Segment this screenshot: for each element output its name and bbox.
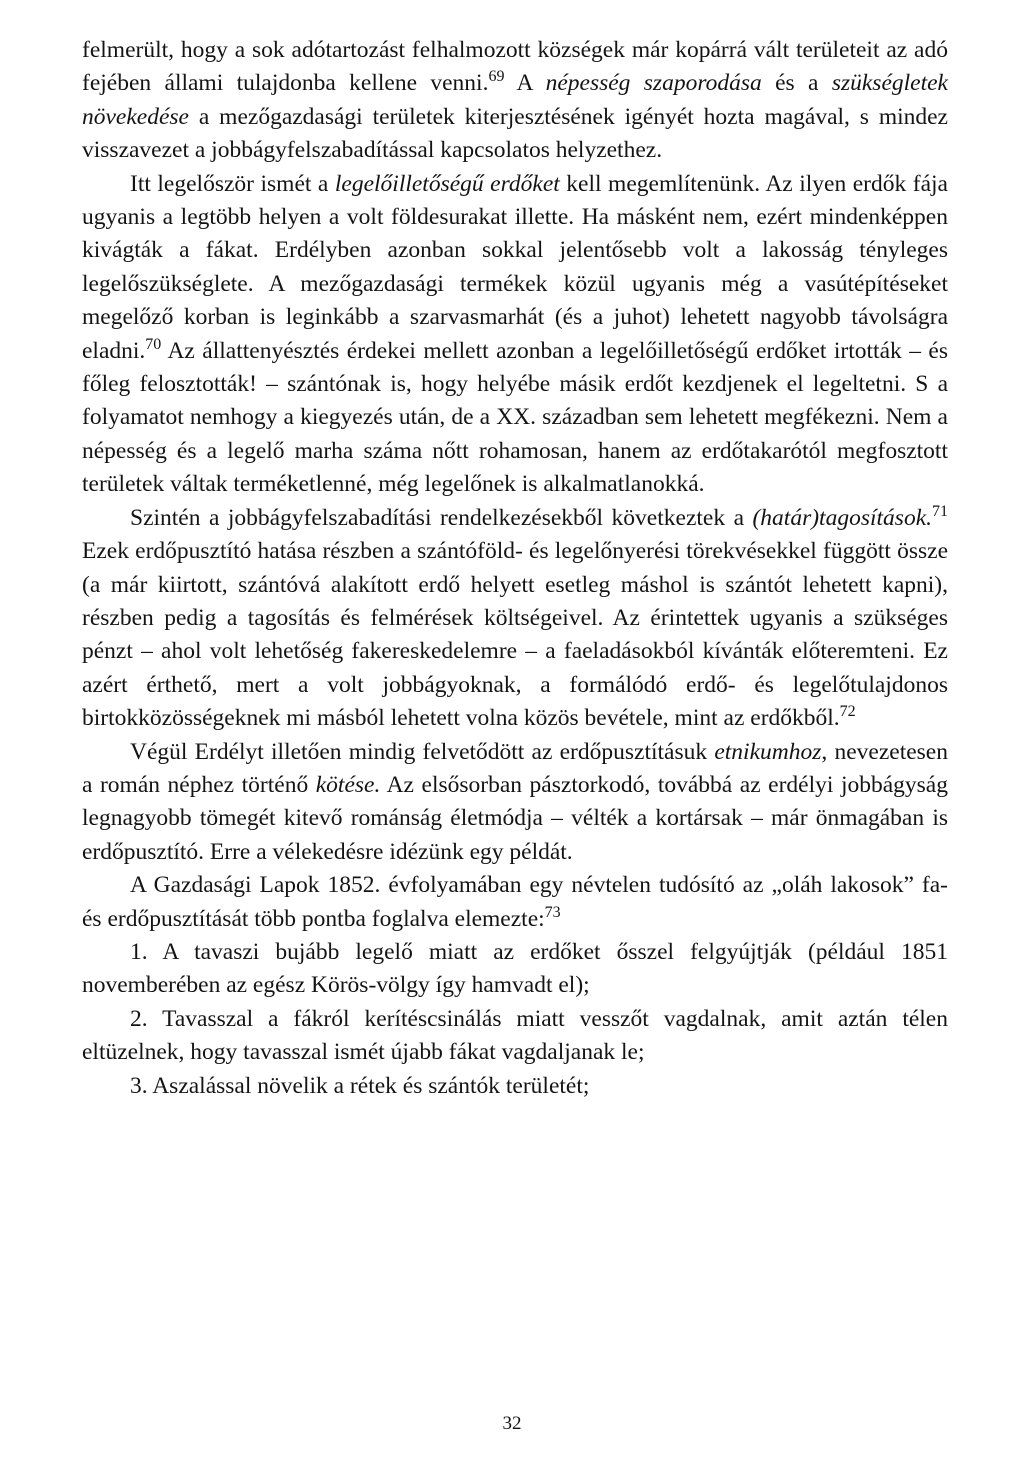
text-run: 1. A tavaszi bujább legelő miatt az erdőket ősszel felgyújtják (például 1851 novemberében az egész Körös-völgy így hamvadt el);	[82, 938, 948, 999]
emphasis-text: népesség szaporodása	[545, 70, 762, 97]
footnote-ref: 72	[839, 703, 856, 721]
emphasis-text: legelőilletőségű erdőket	[334, 170, 560, 197]
paragraph	[82, 502, 948, 736]
text-run: Szintén a jobbágyfelszabadítási rendelkezésekből következtek a	[130, 504, 753, 531]
text-run: és a	[761, 70, 832, 97]
text-run: Ezek erdőpusztító hatása részben a szántóföld- és legelőnyerési törekvésekkel függött össze (a már kiirtott, szántóvá alakított erdő helyett esetleg máshol is szántót lehetett kapni), részben pedig a tagosítás és felmérések költségeivel. Az érintettek ugyanis a szükséges pénzt – ahol volt lehetőség fakereskedelemre – a faeladásokból kívánták előteremteni. Ez azért érthető, mert a volt jobbágyoknak, a formálódó erdő- és legelőtulajdonos birtokközösségeknek mi másból lehetett volna közös bevétele, mint az erdőkből.	[82, 538, 948, 732]
list-item	[82, 936, 948, 1003]
list-item	[82, 1070, 948, 1103]
text-run: a mezőgazdasági területek kiterjesztésének igényét hozta magával, s mindez visszavezet a jobbágyfelszabadítással kapcsolatos helyzethez.	[82, 103, 948, 164]
page-body	[82, 34, 948, 1103]
text-run: kell megemlítenünk. Az ilyen erdők fája ugyanis a legtöbb helyen a volt földesurakat illette. Ha másként nem, ezért mindenképpen kivágták a fákat. Erdélyben azonban sokkal jelentősebb volt a lakosság tényleges legelőszükséglete. A mezőgazdasági termékek közül ugyanis még a vasútépítéseket megelőző korban is leginkább a szarvasmarhát (és a juhot) lehetett nagyobb távolságra eladni.	[82, 170, 948, 364]
emphasis-text: etnikumhoz	[714, 738, 822, 765]
paragraph	[82, 736, 948, 870]
emphasis-text: kötése.	[315, 771, 381, 798]
text-run: Végül Erdélyt illetően mindig felvetődött az erdőpusztításuk	[130, 738, 715, 765]
paragraph	[82, 869, 948, 936]
text-run: Az elsősorban pásztorkodó, továbbá az erdélyi jobbágyság legnagyobb tömegét kitevő románság életmódja – vélték a kortársak – már önmagában is erdőpusztító. Erre a vélekedésre idézünk egy példát.	[82, 771, 948, 865]
text-run: A Gazdasági Lapok 1852. évfolyamában egy névtelen tudósító az „oláh lakosok” fa- és erdőpusztítását több pontba foglalva elemezte:	[82, 872, 948, 932]
text-run: , nevezetesen a román néphez történő	[82, 738, 948, 798]
paragraph	[82, 34, 948, 168]
footnote-ref: 71	[932, 502, 948, 520]
paragraph	[82, 168, 948, 502]
text-run: felmerült, hogy a sok adótartozást felhalmozott községek már kopárrá vált területeit az adó fejében állami tulajdonba kellene venni.	[82, 37, 948, 97]
text-run: A	[504, 70, 546, 97]
emphasis-text: szükségletek növekedése	[82, 70, 948, 130]
list-item	[82, 1003, 948, 1070]
text-run: 3. Aszalással növelik a rétek és szántók területét;	[130, 1072, 590, 1099]
text-run: Itt legelőször ismét a	[130, 170, 335, 197]
footnote-ref: 73	[544, 903, 561, 921]
footnote-ref: 70	[145, 335, 162, 353]
page-number: 32	[502, 1413, 522, 1434]
emphasis-text: (határ)tagosítások.	[752, 504, 932, 531]
text-run: Az állattenyésztés érdekei mellett azonban a legelőilletőségű erdőket irtották – és főleg felosztották! – szántónak is, hogy helyébe másik erdőt kezdjenek el legeltetni. S a folyamatot nemhogy a kiegyezés után, de a XX. században sem lehetett megfékezni. Nem a népesség és a legelő marha száma nőtt rohamosan, hanem az erdőtakarótól megfosztott területek váltak terméketlenné, még legelőnek is alkalmatlanokká.	[82, 337, 948, 498]
text-run: 2. Tavasszal a fákról kerítéscsinálás miatt vesszőt vagdalnak, amit aztán télen eltüzelnek, hogy tavasszal ismét újabb fákat vagdaljanak le;	[82, 1005, 948, 1066]
footnote-ref: 69	[488, 68, 505, 86]
